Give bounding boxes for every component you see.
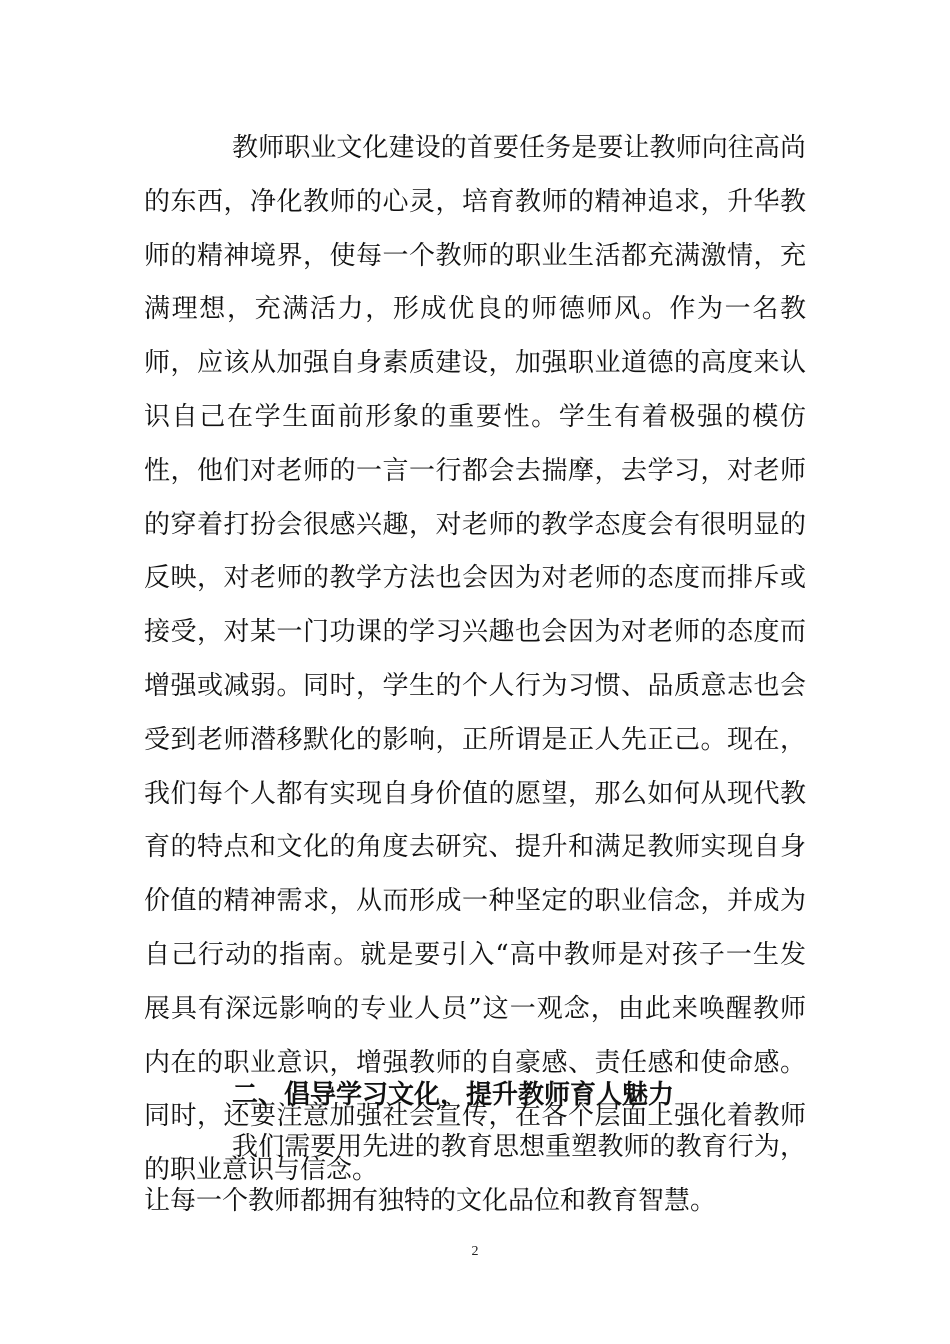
body-paragraph: 教师职业文化建设的首要任务是要让教师向往高尚的东西，净化教师的心灵，培育教师的精神追求，升华教师的精神境界，使每一个教师的职业生活都充满激情，充满理想，充满活力，形成优良的师德师风。作为一名教师，应该从加强自身素质建设，加强职业道德的高度来认识自己在学生面前形象的重要性。学生有着极强的模仿性，他们对老师的一言一行都会去揣摩，去学习，对老师的穿着打扮会很感兴趣，对老师的教学态度会有很明显的反映，对老师的教学方法也会因为对老师的态度而排斥或接受，对某一门功课的学习兴趣也会因为对老师的态度而增强或减弱。同时，学生的个人行为习惯、品质意志也会受到老师潜移默化的影响，正所谓是正人先正己。现在，我们每个人都有实现自身价值的愿望，那么如何从现代教育的特点和文化的角度去研究、提升和满足教师实现自身价值的精神需求，从而形成一种坚定的职业信念，并成为自己行动的指南。就是要引入“高中教师是对孩子一生发展具有深远影响的专业人员”这一观念，由此来唤醒教师内在的职业意识，增强教师的自豪感、责任感和使命感。同时，还要注意加强社会宣传，在各个层面上强化着教师的职业意识与信念。 — [144, 133, 806, 1186]
closing-paragraph: 我们需要用先进的教育思想重塑教师的教育行为，让每一个教师都拥有独特的文化品位和教育智慧。 — [144, 1132, 806, 1216]
section-heading: 二、倡导学习文化，提升教师育人魅力 — [232, 1080, 675, 1110]
page-number: 2 — [471, 1244, 479, 1259]
